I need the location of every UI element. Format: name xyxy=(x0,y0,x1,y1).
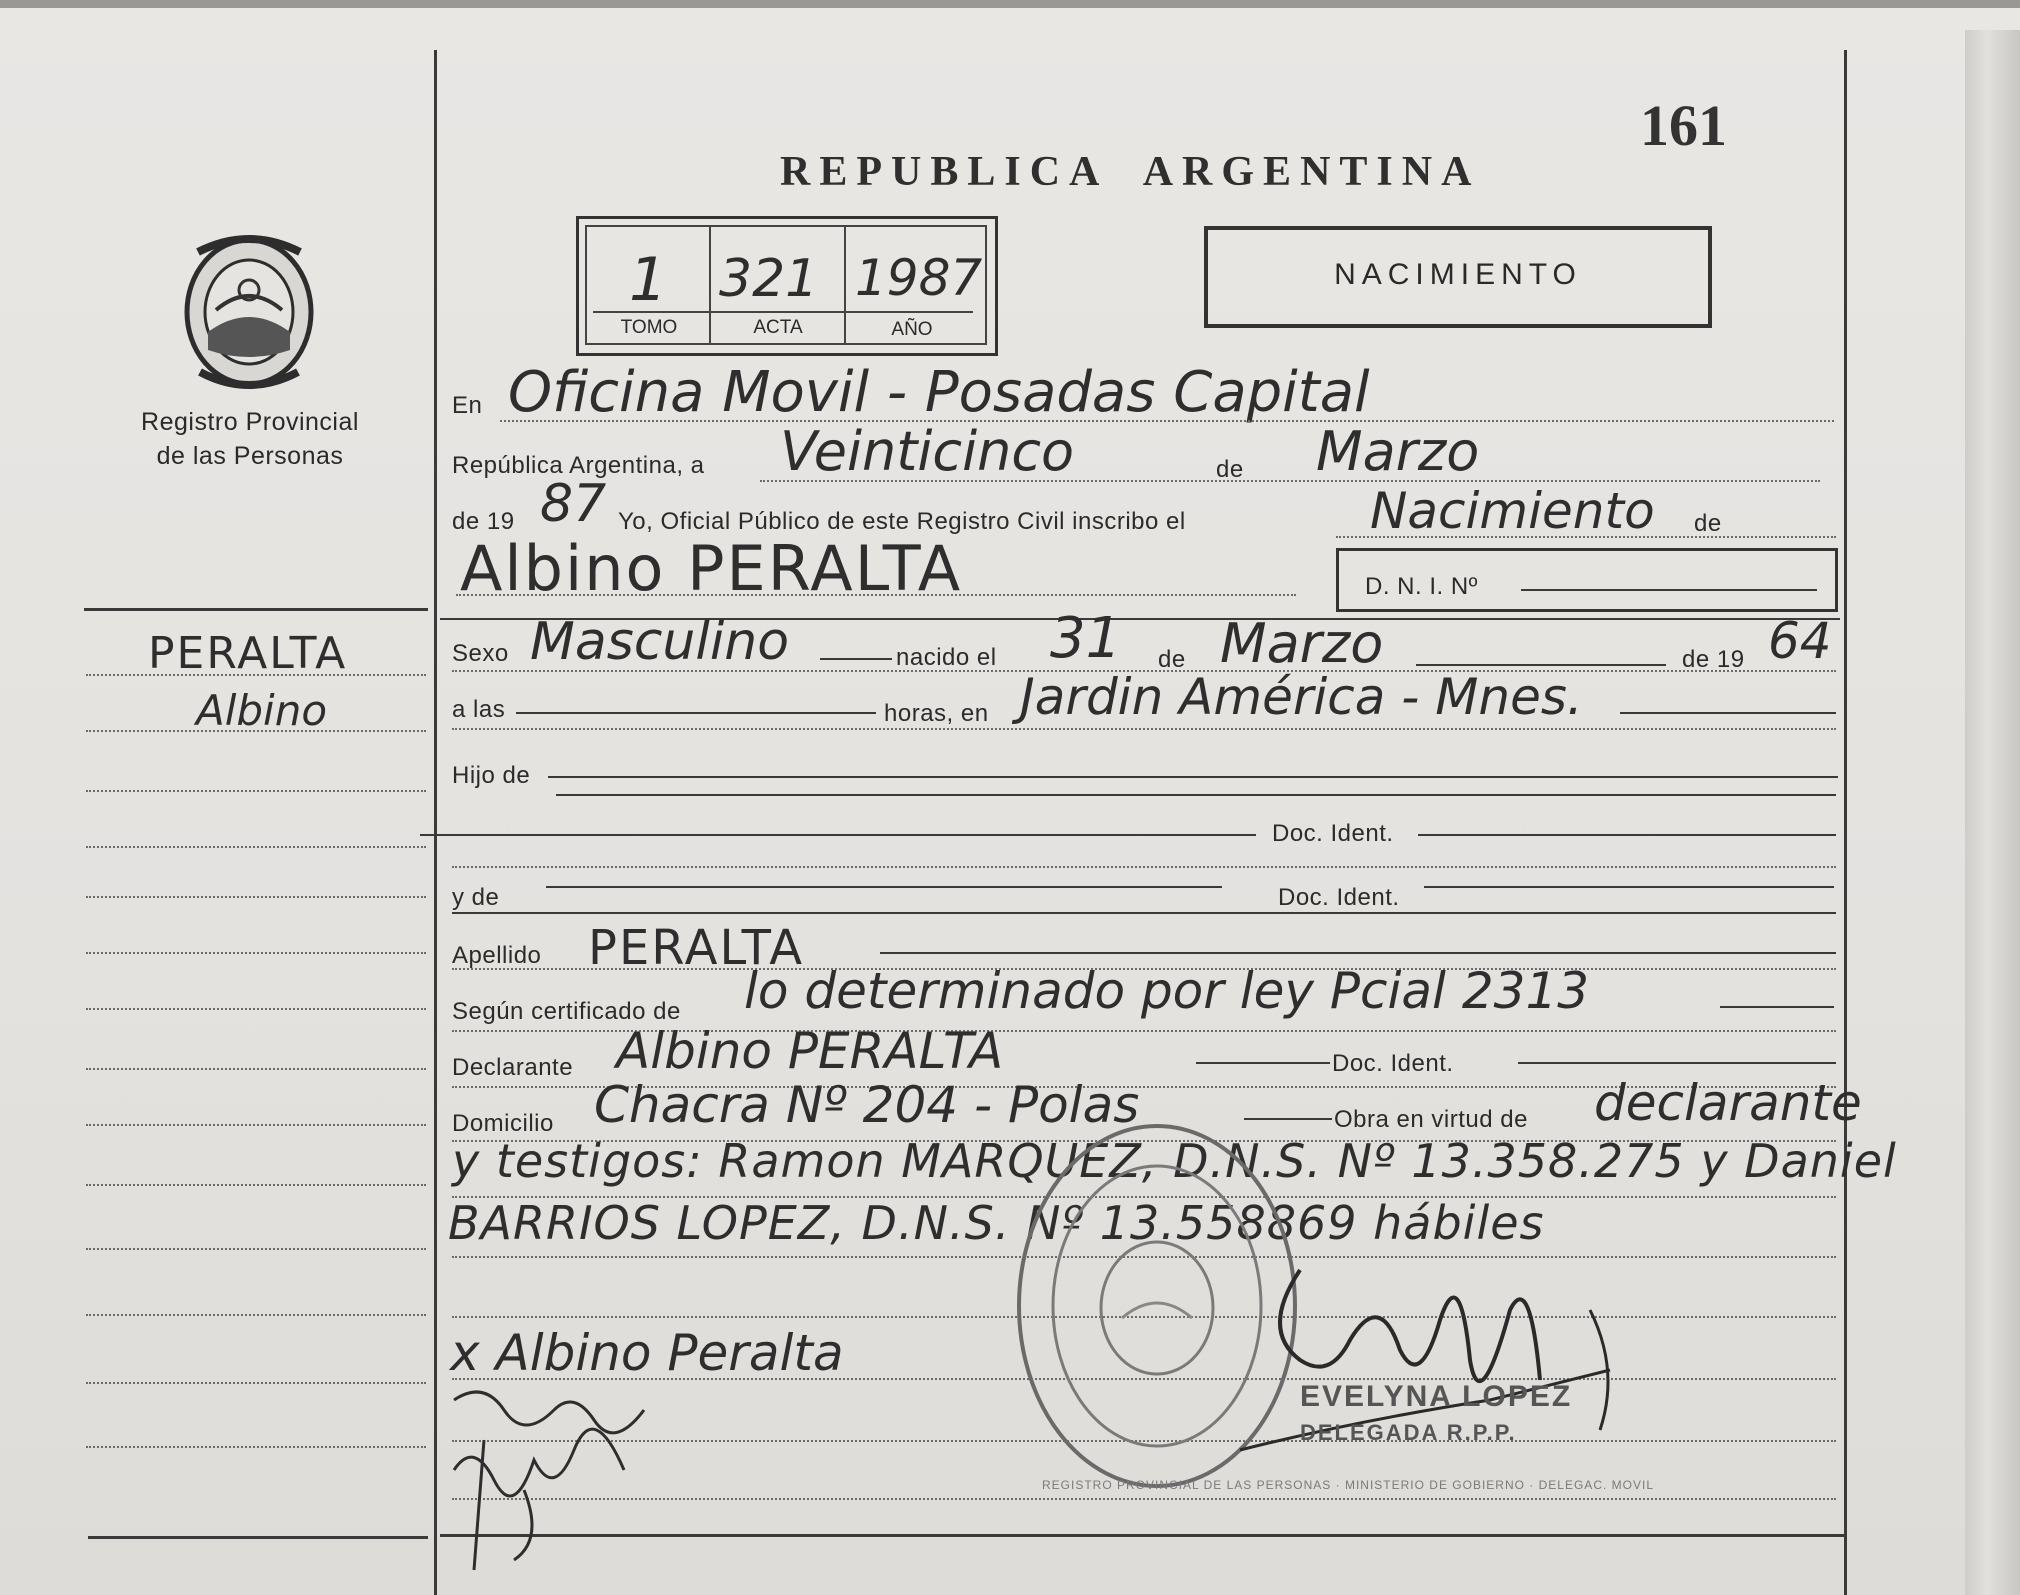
label-en: En xyxy=(452,392,483,419)
pen-line xyxy=(1416,664,1666,666)
label-obra-en-virtud: Obra en virtud de xyxy=(1334,1106,1528,1133)
margin-dotline xyxy=(86,1382,426,1384)
margin-dotline xyxy=(86,846,426,848)
margin-dotline xyxy=(86,790,426,792)
dotline xyxy=(1336,536,1836,538)
margin-dotline xyxy=(86,1446,426,1448)
dotline xyxy=(452,866,1836,868)
dotline xyxy=(500,420,1834,422)
label-doc-ident-1: Doc. Ident. xyxy=(1272,820,1394,847)
dotline xyxy=(456,594,1296,596)
dni-box xyxy=(1336,548,1838,612)
label-apellido: Apellido xyxy=(452,942,542,969)
pen-line xyxy=(546,886,1222,888)
dotline xyxy=(452,728,1836,730)
witnesses-line-1: y testigos: Ramon MARQUEZ, D.N.S. Nº 13.358.275 y Daniel xyxy=(452,1134,1897,1188)
pen-line xyxy=(820,658,892,660)
margin-dotline xyxy=(86,1008,426,1010)
stamp-legend: REGISTRO PROVINCIAL DE LAS PERSONAS · MINISTERIO DE GOBIERNO · DELEGAC. MOVIL xyxy=(1042,1478,1654,1492)
declarant-value: Albino PERALTA xyxy=(616,1022,1004,1080)
margin-rule-bottom xyxy=(88,1536,428,1539)
dotline xyxy=(760,480,1820,482)
margin-dotline xyxy=(86,896,426,898)
margin-rule-top xyxy=(84,608,428,611)
registry-line-2: de las Personas xyxy=(156,442,344,470)
page-right-edge xyxy=(1965,30,2020,1595)
record-number-box xyxy=(576,216,998,356)
label-domicilio: Domicilio xyxy=(452,1110,554,1137)
margin-dotline xyxy=(86,1314,426,1316)
label-de-3: de xyxy=(1158,646,1186,673)
label-doc-ident-3: Doc. Ident. xyxy=(1332,1050,1454,1077)
pen-line xyxy=(1196,1062,1330,1064)
registration-month: Marzo xyxy=(1316,420,1480,483)
margin-dotline xyxy=(86,1248,426,1250)
registry-line-1: Registro Provincial xyxy=(141,408,359,436)
certificate-value: lo determinado por ley Pcial 2313 xyxy=(744,962,1590,1020)
pen-line xyxy=(1720,1006,1834,1008)
label-segun-certificado: Según certificado de xyxy=(452,998,681,1025)
anio-value: 1987 xyxy=(855,249,983,307)
pen-line xyxy=(880,952,1836,954)
margin-dotline xyxy=(86,952,426,954)
anio-label: AÑO xyxy=(891,319,933,340)
label-de-2: de xyxy=(1694,510,1722,537)
label-hijo-de: Hijo de xyxy=(452,762,531,789)
tomo-label: TOMO xyxy=(620,317,678,338)
rule xyxy=(420,834,1256,836)
child-name: Albino PERALTA xyxy=(460,532,963,605)
tomo-value: 1 xyxy=(629,245,668,315)
acta-label: ACTA xyxy=(753,317,803,338)
misiones-seal-icon xyxy=(178,232,320,390)
country-title: REPUBLICA ARGENTINA xyxy=(780,149,1481,195)
rule xyxy=(556,794,1836,796)
label-horas-en: horas, en xyxy=(884,700,989,727)
pen-line xyxy=(548,776,1838,778)
address-value: Chacra Nº 204 - Polas xyxy=(594,1076,1140,1134)
margin-dotline xyxy=(86,1068,426,1070)
page-number: 161 xyxy=(1640,93,1727,158)
label-de-19: de 19 xyxy=(452,508,515,535)
record-kind: Nacimiento xyxy=(1370,482,1655,540)
label-de: de xyxy=(1216,456,1244,483)
dni-pen-line xyxy=(1521,589,1817,591)
page-top-edge xyxy=(0,0,2020,8)
label-declarante: Declarante xyxy=(452,1054,574,1081)
birth-place: Jardin América - Mnes. xyxy=(1020,668,1583,726)
pen-line xyxy=(516,712,876,714)
pen-line xyxy=(1620,712,1836,714)
label-doc-ident-2: Doc. Ident. xyxy=(1278,884,1400,911)
margin-divider xyxy=(434,50,437,1595)
rule xyxy=(452,912,1836,914)
pen-line xyxy=(1418,834,1836,836)
surname-value: PERALTA xyxy=(588,920,805,976)
office-value: Oficina Movil - Posadas Capital xyxy=(508,360,1370,425)
margin-given-name: Albino xyxy=(196,686,328,735)
record-type: NACIMIENTO xyxy=(1334,258,1582,291)
declarant-signature: x Albino Peralta xyxy=(450,1324,844,1382)
label-nacido-el: nacido el xyxy=(896,644,997,671)
birth-day: 31 xyxy=(1050,606,1122,671)
obra-value: declarante xyxy=(1594,1074,1862,1132)
label-yo-oficial: Yo, Oficial Público de este Registro Civil inscribo el xyxy=(618,508,1186,535)
acta-value: 321 xyxy=(719,249,819,309)
pen-line xyxy=(1518,1062,1836,1064)
birth-month: Marzo xyxy=(1220,612,1384,675)
margin-surname: PERALTA xyxy=(148,628,348,679)
registry-office xyxy=(100,405,400,473)
label-de-19-b: de 19 xyxy=(1682,646,1745,673)
registration-year: 87 xyxy=(540,474,607,534)
margin-dotline xyxy=(86,1124,426,1126)
right-border xyxy=(1844,50,1847,1595)
pen-line xyxy=(1424,886,1834,888)
label-sexo: Sexo xyxy=(452,640,509,667)
record-type-box xyxy=(1204,226,1712,328)
official-title: DELEGADA R.P.P. xyxy=(1300,1420,1517,1445)
registration-day: Veinticinco xyxy=(780,420,1075,483)
witness-signatures-icon xyxy=(444,1380,714,1580)
label-y-de: y de xyxy=(452,884,500,911)
label-a-las: a las xyxy=(452,696,506,723)
sex-value: Masculino xyxy=(530,612,790,672)
witnesses-line-2: BARRIOS LOPEZ, D.N.S. Nº 13.558869 hábiles xyxy=(448,1196,1545,1250)
label-republica: República Argentina, a xyxy=(452,452,705,479)
official-name: EVELYNA LOPEZ xyxy=(1300,1380,1573,1413)
margin-dotline xyxy=(86,1184,426,1186)
birth-year: 64 xyxy=(1768,612,1832,670)
label-dni: D. N. I. Nº xyxy=(1365,573,1478,600)
